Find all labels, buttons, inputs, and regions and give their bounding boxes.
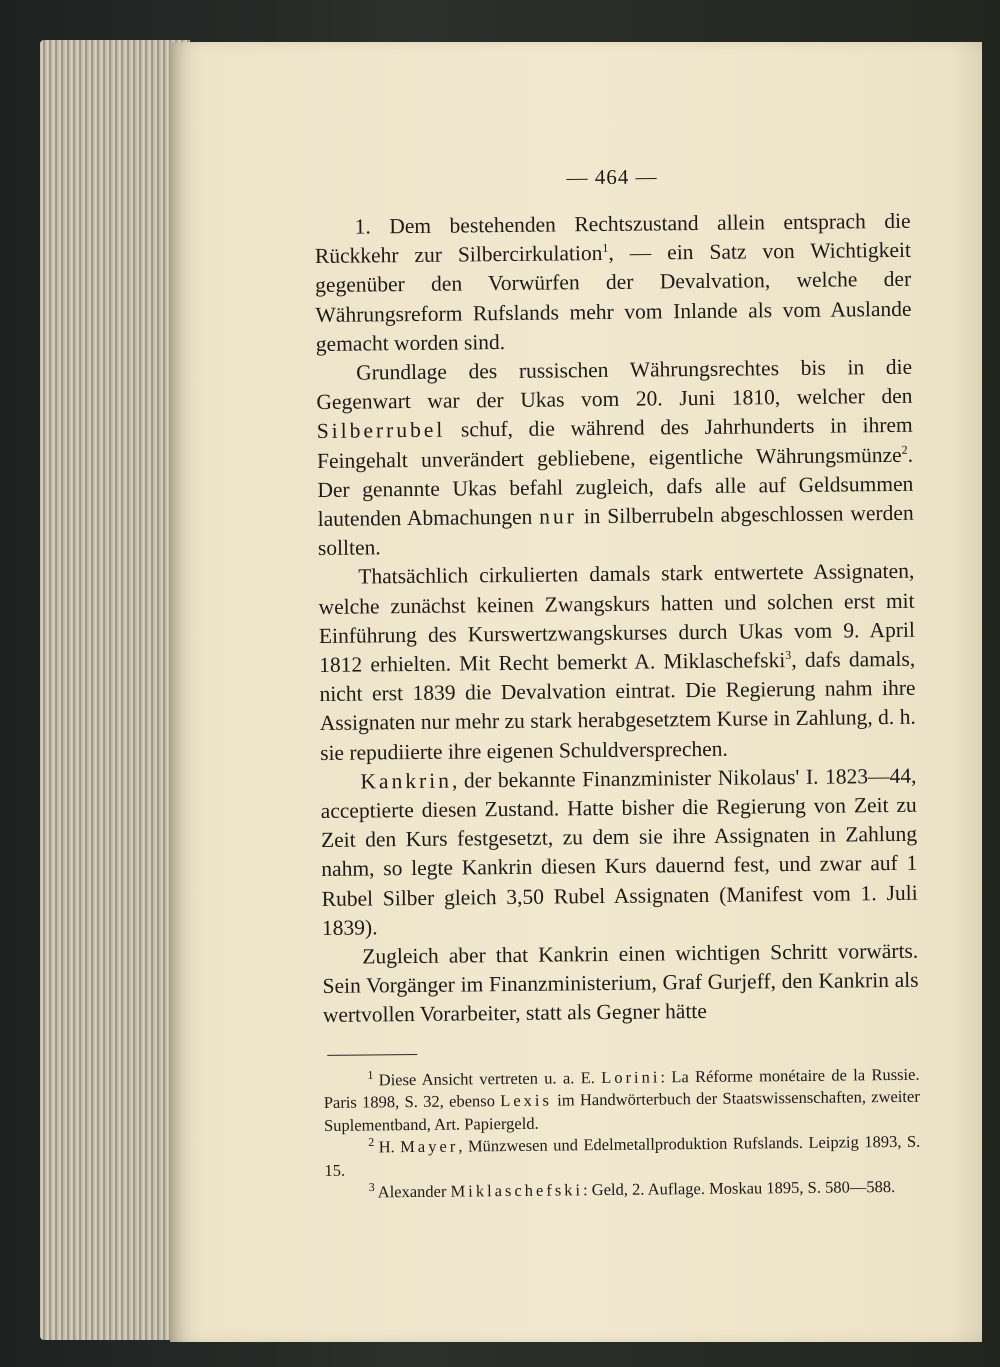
page-text xyxy=(314,162,921,1205)
text-run: Alexander xyxy=(377,1181,451,1202)
text-run: : La Réforme monétaire de la Russie. Paris 1898, S. 32, ebenso xyxy=(323,1064,920,1113)
spaced-emphasis: Lexis xyxy=(500,1090,552,1111)
paragraph xyxy=(322,937,919,1031)
paragraph xyxy=(316,353,914,564)
text-run: Thatsächlich cirkulierten damals stark entwertete Assignaten, welche zunächst keinen Zwangskurs hatten und solchen erst mit Einführung des Kurswertzwangskurses durch Ukas vom 9. April 1812 erhielten. Mit Recht bemerkt A. Miklaschefski xyxy=(318,559,915,678)
spaced-emphasis: Mayer xyxy=(400,1136,459,1157)
footnote xyxy=(323,1063,920,1137)
paragraph xyxy=(318,557,916,768)
text-run: , — ein Satz von Wichtigkeit gegenüber den Vorwürfen der Devalvation, welche der Währungsreform Rufslands mehr vom Inlande als vom Auslande gemacht worden sind. xyxy=(315,237,912,356)
footnote-marker: 3 xyxy=(368,1180,378,1195)
text-run: H. xyxy=(378,1137,401,1157)
footnote-marker: 1 xyxy=(367,1067,379,1082)
spaced-emphasis: Kankrin xyxy=(360,768,452,794)
paragraph xyxy=(314,207,911,359)
text-run: Diese Ansicht vertreten u. a. E. xyxy=(378,1067,602,1090)
spaced-emphasis: nur xyxy=(539,504,577,529)
body-text xyxy=(314,207,919,1031)
spaced-emphasis: Silberrubel xyxy=(316,418,446,444)
text-run: schuf, die während des Jahrhunderts in ihrem Feingehalt unverändert gebliebene, eigentliche Währungsmünze xyxy=(316,413,913,473)
footnote-rule xyxy=(327,1054,417,1056)
footnote xyxy=(324,1131,920,1182)
text-run: , Münzwesen und Edelmetallproduktion Rufslands. Leipzig 1893, S. 15. xyxy=(324,1131,921,1180)
text-run: Grundlage des russischen Währungsrechtes bis in die Gegenwart war der Ukas vom 20. Juni 1810, welcher den xyxy=(316,354,913,415)
footnote-marker: 2 xyxy=(901,442,908,457)
text-run: : Geld, 2. Auflage. Moskau 1895, S. 580—588. xyxy=(582,1177,896,1200)
text-run: im Handwörterbuch der Staatswissenschaften, zweiter Suplementband, Art. Papiergeld. xyxy=(323,1086,920,1135)
footnotes xyxy=(323,1063,920,1204)
page-number: — 464 — xyxy=(566,164,658,190)
text-run: , dafs damals, nicht erst 1839 die Devalvation eintrat. Die Regierung nahm ihre Assignaten nur mehr zu stark herabgesetztem Kurse in Zahlung, d. h. sie repudiierte ihre eigenen Schuldversprechen. xyxy=(319,646,916,765)
text-run: , der bekannte Finanzminister Nikolaus' I. 1823—44, acceptierte diesen Zustand. Hatte bisher die Regierung von Zeit zu Zeit den Kurs festgesetzt, zu dem sie ihre Assignaten in Zahlung nahm, so legte Kankrin diesen Kurs dauernd fest, und zwar auf 1 Rubel Silber gleich 3,50 Rubel Assignaten (Manifest vom 1. Juli 1839). xyxy=(320,763,918,940)
spaced-emphasis: Lorini xyxy=(601,1067,661,1087)
paragraph xyxy=(320,762,918,943)
page-edges xyxy=(40,40,190,1340)
footnote-marker: 2 xyxy=(368,1135,379,1150)
text-run: 1. Dem bestehenden Rechtszustand allein entsprach die Rückkehr zur Silbercirkulation xyxy=(314,208,911,269)
footnote-marker: 1 xyxy=(602,240,609,256)
spaced-emphasis: Miklaschefski xyxy=(450,1180,584,1201)
text-run: Zugleich aber that Kankrin einen wichtigen Schritt vorwärts. Sein Vorgänger im Finanzministerium, Graf Gurjeff, den Kankrin als wertvollen Vorarbeiter, statt als Gegner hätte xyxy=(322,938,919,1028)
footnote-marker: 3 xyxy=(785,647,792,662)
text-run: in Silberrubeln abgeschlossen werden sollten. xyxy=(317,500,914,561)
text-run: . Der genannte Ukas befahl zugleich, dafs alle auf Geldsummen lautenden Abmachungen xyxy=(317,442,914,532)
